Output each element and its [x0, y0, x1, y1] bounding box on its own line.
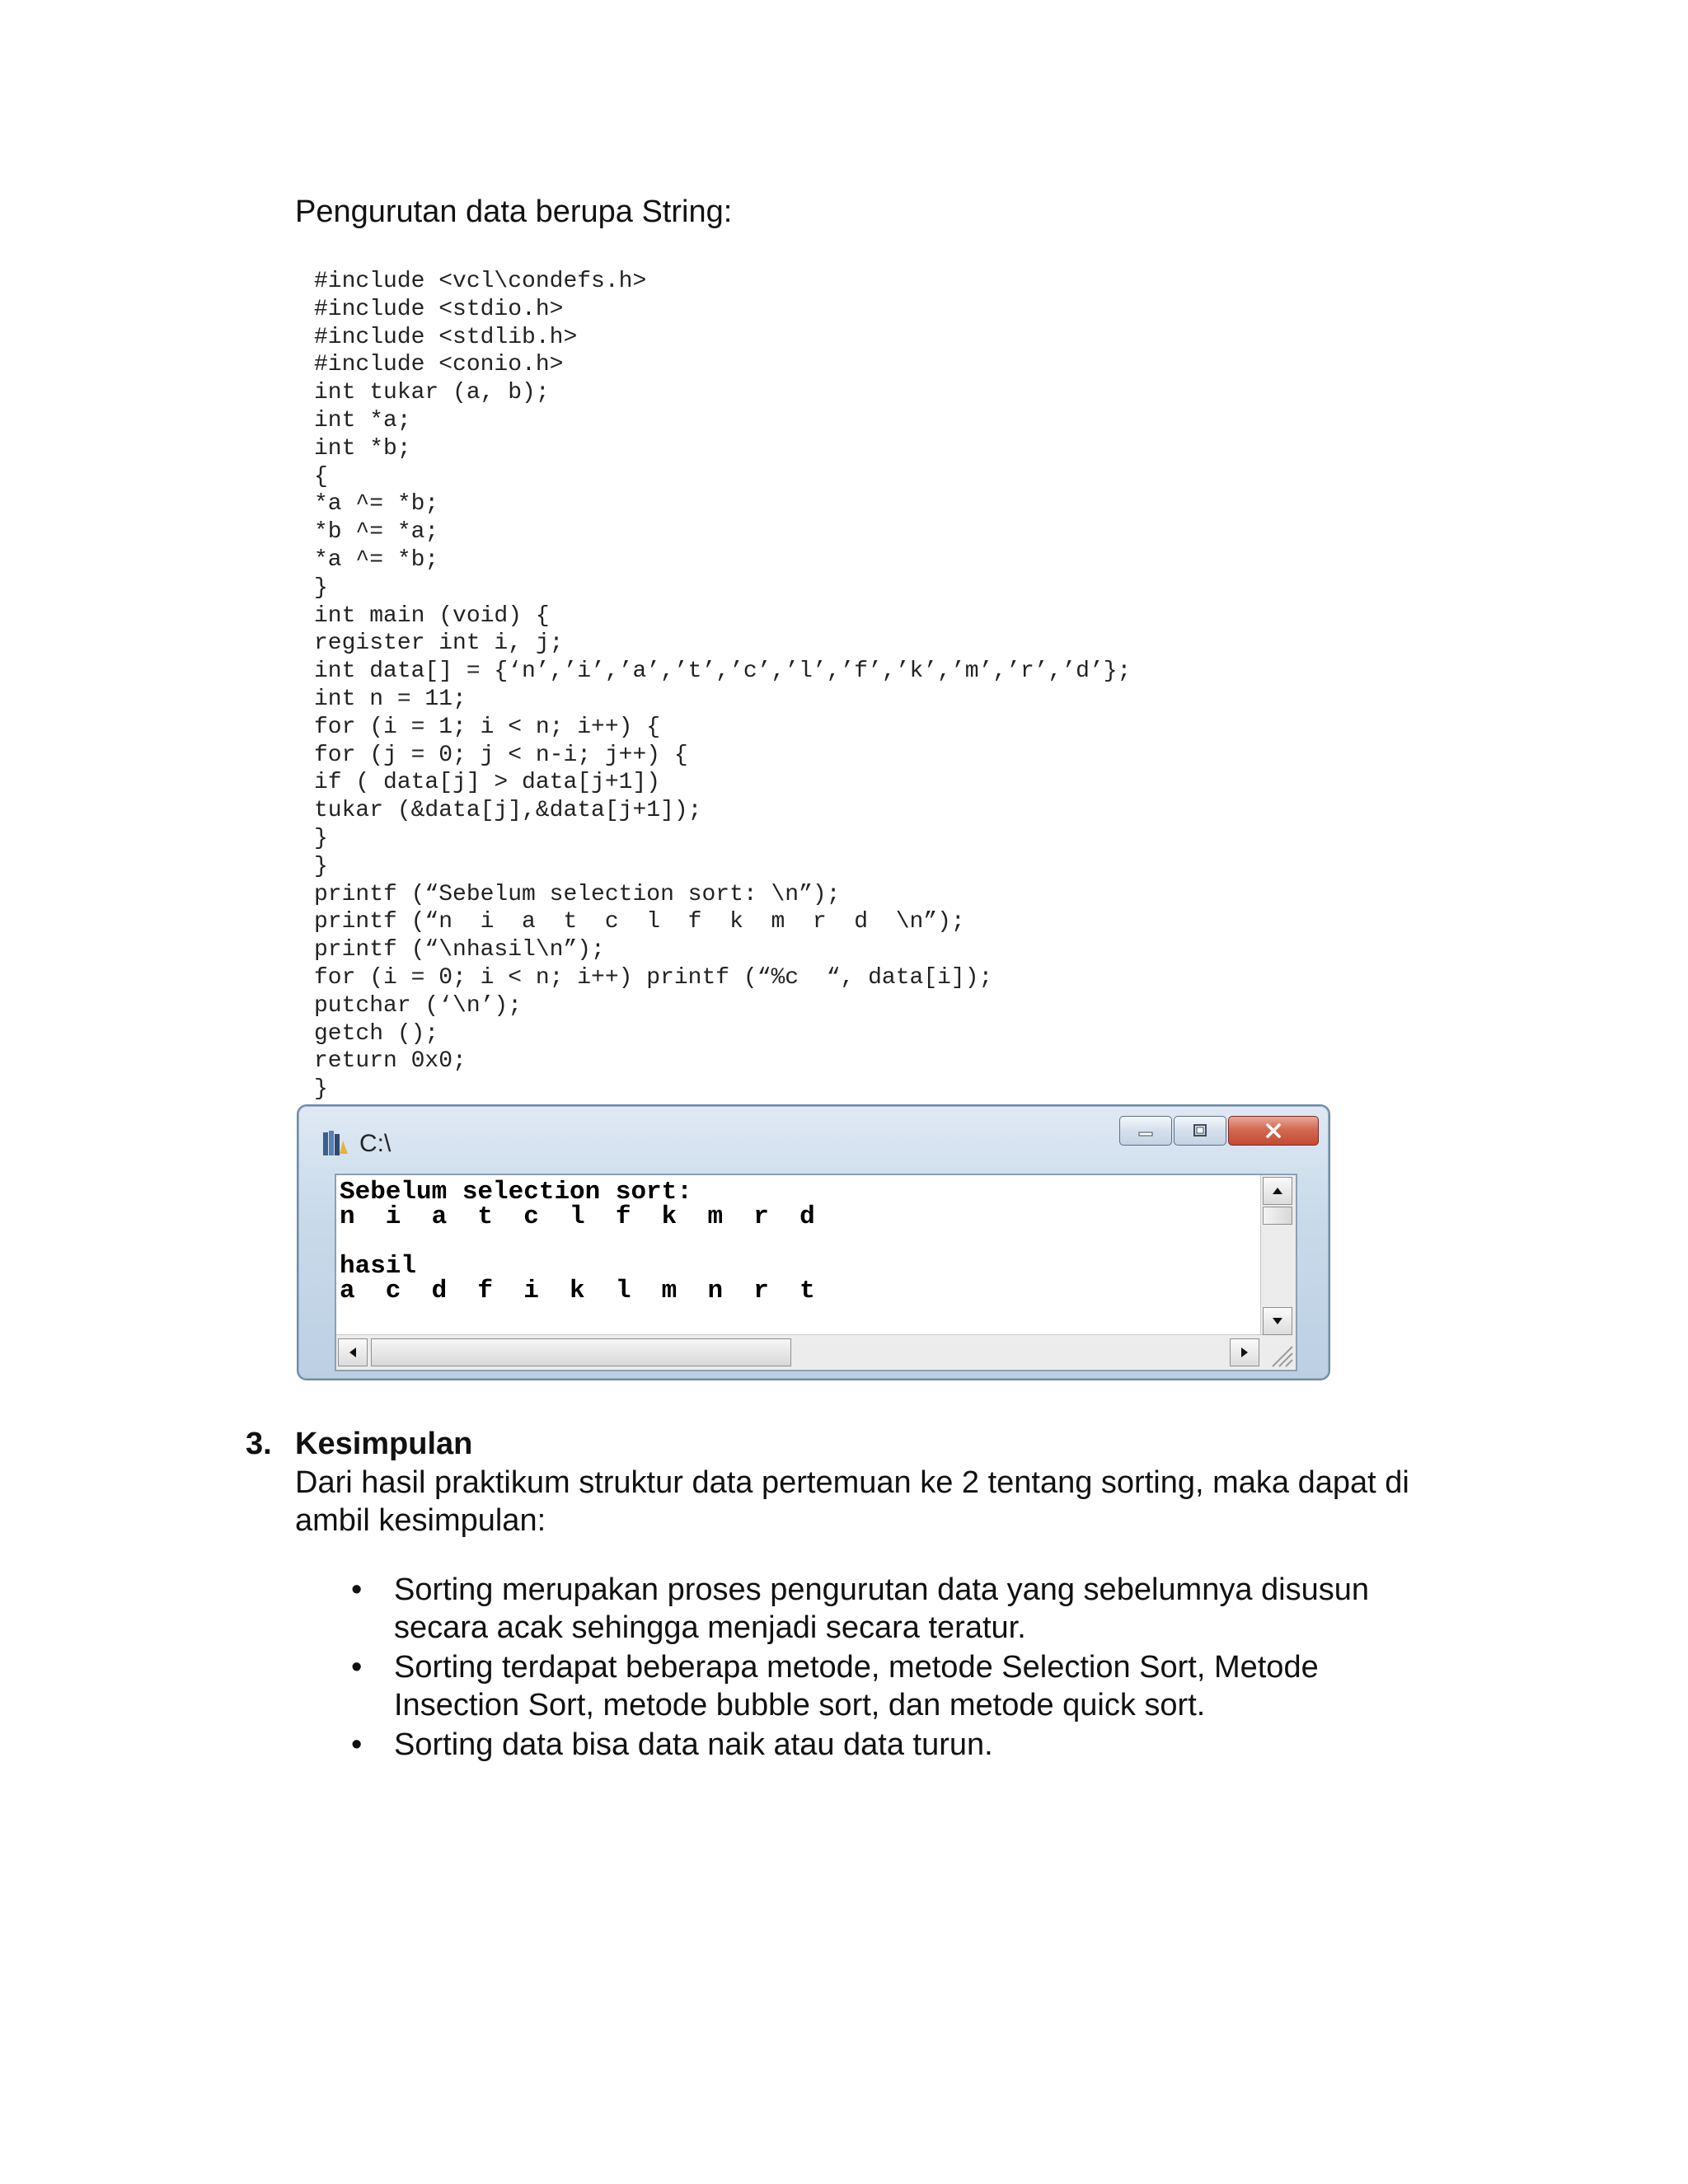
arrow-down-icon — [1271, 1316, 1284, 1326]
scroll-up-button[interactable] — [1263, 1177, 1292, 1205]
code-line: int *a; — [314, 407, 411, 434]
code-line: if ( data[j] > data[j+1]) — [314, 770, 661, 796]
conclusion-bullets — [295, 1571, 1449, 1764]
code-line: } — [314, 853, 328, 879]
vertical-scrollbar[interactable] — [1260, 1175, 1296, 1337]
horizontal-scroll-thumb[interactable] — [371, 1338, 791, 1366]
list-item-text: Sorting terdapat beberapa metode, metode Selection Sort, Metode Insection Sort, metode bubble sort, dan metode quick sort. — [394, 1650, 1319, 1722]
code-listing — [314, 268, 1131, 1104]
code-line: int *b; — [314, 435, 411, 462]
list-item-text: Sorting merupakan proses pengurutan data yang sebelumnya disusun secara acak sehingga menjadi secara teratur. — [394, 1572, 1369, 1645]
scroll-right-button[interactable] — [1230, 1338, 1259, 1366]
scroll-down-button[interactable] — [1263, 1307, 1292, 1335]
code-line: return 0x0; — [314, 1048, 467, 1075]
window-controls — [1119, 1116, 1319, 1146]
section-title: Kesimpulan — [295, 1426, 473, 1461]
code-line: int main (void) { — [314, 602, 550, 629]
code-line: printf (“\nhasil\n”); — [314, 937, 605, 963]
window-title: C:\ — [359, 1130, 392, 1157]
code-line: *a ^= *b; — [314, 491, 439, 518]
console-text — [340, 1180, 815, 1304]
close-icon — [1261, 1122, 1286, 1140]
list-item — [295, 1648, 1449, 1724]
code-line: #include <stdio.h> — [314, 296, 564, 322]
window-titlebar[interactable] — [320, 1129, 391, 1159]
code-line: int n = 11; — [314, 686, 467, 712]
code-line: for (i = 1; i < n; i++) { — [314, 714, 661, 740]
maximize-icon — [1188, 1122, 1212, 1140]
code-line: } — [314, 825, 328, 851]
resize-grip-icon — [1261, 1335, 1296, 1370]
section-heading — [246, 1424, 1449, 1464]
code-line: { — [314, 463, 328, 490]
code-line: printf (“Sebelum selection sort: \n”); — [314, 881, 841, 907]
bullet-icon: • — [351, 1650, 363, 1685]
code-line: tukar (&data[j],&data[j+1]); — [314, 798, 702, 824]
code-line: printf (“n i a t c l f k m r d \n”); — [314, 909, 965, 935]
arrow-left-icon — [348, 1346, 358, 1359]
intro-text: Pengurutan data berupa String: — [295, 194, 733, 229]
resize-grip[interactable] — [1261, 1335, 1296, 1370]
code-line: *a ^= *b; — [314, 546, 439, 573]
maximize-button[interactable] — [1174, 1116, 1226, 1146]
vertical-scroll-thumb[interactable] — [1263, 1207, 1292, 1225]
section-body: Dari hasil praktikum struktur data pertemuan ke 2 tentang sorting, maka dapat di ambil kesimpulan: — [295, 1465, 1409, 1538]
code-line: *b ^= *a; — [314, 519, 439, 546]
code-line: #include <stdlib.h> — [314, 324, 578, 350]
conclusion-section — [246, 1424, 1449, 1765]
code-line: int data[] = {‘n’,’i’,’a’,’t’,’c’,’l’,’f’,’k’,’m’,’r’,’d’}; — [314, 658, 1132, 685]
horizontal-scrollbar[interactable] — [336, 1334, 1263, 1370]
arrow-up-icon — [1271, 1186, 1284, 1196]
minimize-button[interactable] — [1119, 1116, 1172, 1146]
code-line: for (j = 0; j < n-i; j++) { — [314, 742, 688, 768]
list-item — [295, 1571, 1449, 1647]
close-button[interactable] — [1228, 1116, 1319, 1146]
code-line: #include <vcl\condefs.h> — [314, 269, 647, 294]
scroll-left-button[interactable] — [338, 1338, 368, 1366]
code-line: for (i = 0; i < n; i++) printf (“%c “, data[i]); — [314, 964, 993, 991]
console-output-area[interactable] — [335, 1174, 1297, 1371]
code-line: } — [314, 574, 328, 601]
console-line: n i a t c l f k m r d — [340, 1202, 815, 1231]
minimize-icon — [1133, 1122, 1158, 1140]
section-number: 3. — [246, 1426, 272, 1461]
console-window — [297, 1104, 1330, 1380]
bullet-icon: • — [351, 1727, 363, 1762]
code-line: register int i, j; — [314, 630, 564, 657]
list-item — [295, 1726, 1449, 1764]
console-line: a c d f i k l m n r t — [340, 1277, 815, 1305]
arrow-right-icon — [1240, 1346, 1250, 1359]
list-item-text: Sorting data bisa data naik atau data turun. — [394, 1727, 993, 1762]
code-line: putchar (‘\n’); — [314, 992, 523, 1019]
code-line: int tukar (a, b); — [314, 380, 550, 406]
console-line: hasil — [340, 1252, 417, 1281]
bullet-icon: • — [351, 1572, 363, 1607]
code-line: #include <conio.h> — [314, 352, 564, 378]
console-app-icon — [320, 1129, 349, 1159]
console-line — [340, 1230, 815, 1254]
code-line: } — [314, 1076, 328, 1103]
console-line: Sebelum selection sort: — [340, 1178, 692, 1207]
code-line: getch (); — [314, 1020, 439, 1047]
